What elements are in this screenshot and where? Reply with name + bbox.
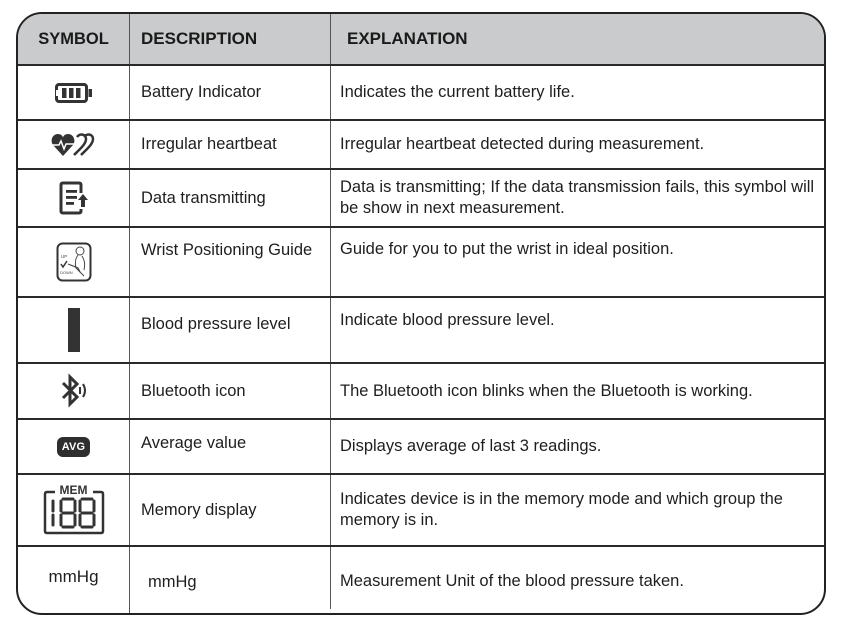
header-description: DESCRIPTION [129,14,330,64]
row-explanation: The Bluetooth icon blinks when the Bluetooth is working. [330,364,824,418]
row-explanation: Indicate blood pressure level. [330,298,824,362]
row-description: Blood pressure level [129,298,330,362]
table-row [18,420,824,475]
table-row [18,298,824,364]
row-description: Irregular heartbeat [129,121,330,168]
table-row [18,66,824,121]
symbol-table [16,12,826,615]
row-description: Battery Indicator [129,66,330,119]
memory-display-icon [43,485,105,535]
row-description: Data transmitting [129,170,330,226]
table-row [18,170,824,228]
row-description: Average value [129,420,330,473]
table-header-row [18,14,824,66]
unit-symbol-text: mmHg [48,567,99,586]
irregular-heartbeat-icon [51,133,97,157]
table-row [18,121,824,170]
table-row [18,364,824,420]
row-explanation: Irregular heartbeat detected during measurement. [330,121,824,168]
bp-level-bar-icon [68,308,80,352]
row-explanation: Measurement Unit of the blood pressure taken. [330,547,824,609]
table-row [18,475,824,547]
bluetooth-icon [60,373,88,409]
svg-text:UP: UP [60,254,67,259]
row-explanation: Indicates device is in the memory mode and which group the memory is in. [330,475,824,545]
header-symbol: SYMBOL [38,29,109,48]
battery-icon [55,83,93,103]
row-description: Bluetooth icon [129,364,330,418]
row-explanation: Guide for you to put the wrist in ideal position. [330,228,824,296]
row-description: Memory display [129,475,330,545]
row-description: mmHg [129,547,330,615]
row-explanation: Indicates the current battery life. [330,66,824,119]
row-explanation: Data is transmitting; If the data transmission fails, this symbol will be show in next measurement. [330,170,824,226]
table-row [18,228,824,298]
svg-text:DOWN: DOWN [59,270,73,275]
row-description: Wrist Positioning Guide [129,228,330,296]
header-explanation: EXPLANATION [330,14,824,64]
data-transmit-icon [59,181,89,215]
mem-label: MEM [56,484,92,497]
wrist-position-icon [56,242,92,282]
table-row [18,547,824,615]
row-explanation: Displays average of last 3 readings. [330,420,824,473]
avg-badge-icon: AVG [57,437,91,457]
